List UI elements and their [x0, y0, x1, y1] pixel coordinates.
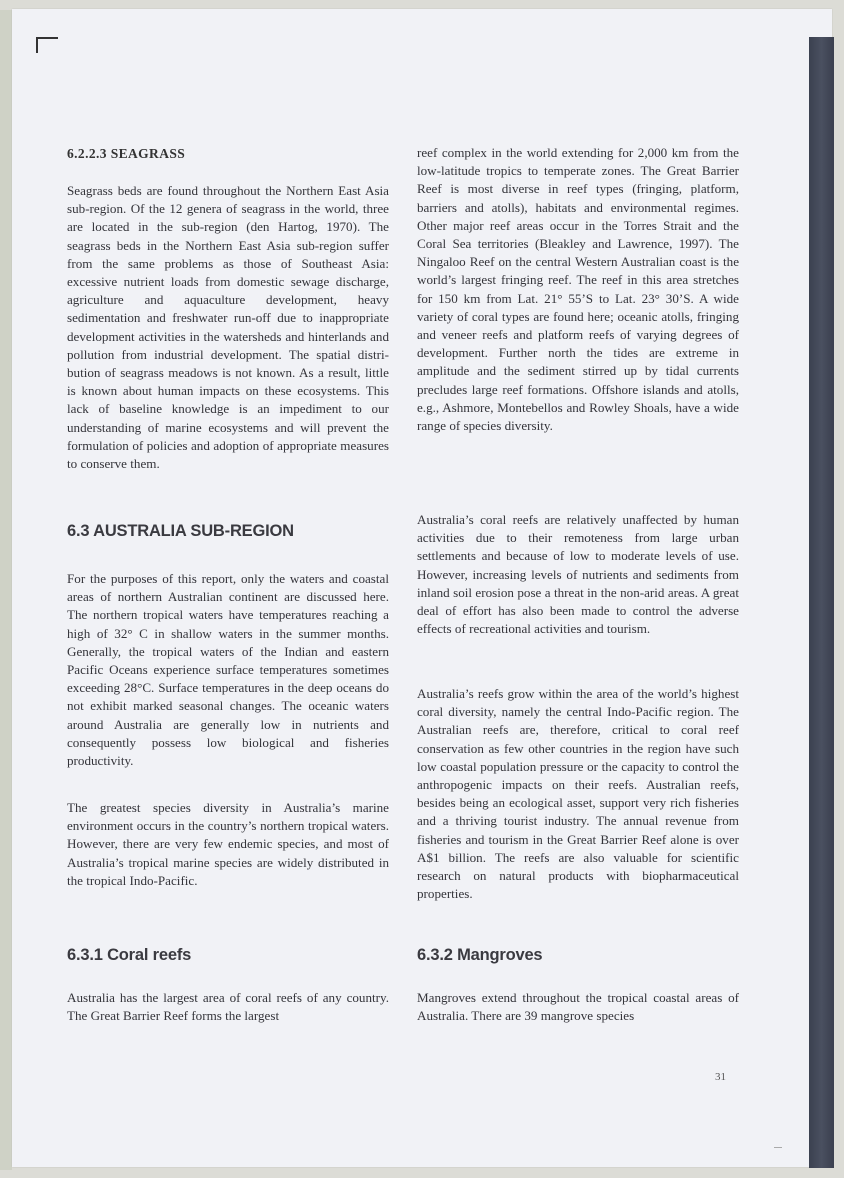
- mangroves-paragraph-start: Mangroves extend throughout the tropical coastal areas of Australia. There are 39 mangrove species: [417, 990, 739, 1024]
- coral-reefs-heading: 6.3.1 Coral reefs: [67, 946, 192, 964]
- seagrass-heading: 6.2.2.3 SEAGRASS: [67, 146, 186, 161]
- coral-reefs-paragraph-2: Australia’s coral reefs are relatively unaffected by human activities due to their remoteness from large urban settlements and because of low to moderate levels of use. However, increasing levels of nutrients and sediments from inland soil erosion pose a threat in the non-arid areas. A great deal of effort has also been made to control the adverse effects of recreational activities and tourism.: [417, 512, 739, 637]
- australia-section-heading: 6.3 AUSTRALIA SUB-REGION: [67, 522, 294, 540]
- seagrass-paragraph: Seagrass beds are found throughout the Northern East Asia sub-region. Of the 12 genera of seagrass in the world, three are located in the sub-region (den Hartog, 1970). The seagrass beds in the Northern East Asia sub-region suffer from the same problems as those of Southeast Asia: excessive nutrient loads from domestic sewage discharge, agriculture and aquaculture development, heavy sedimentation and freshwater run-off due to inappropriate development activities in the watersheds and hinterlands and pollution from industrial development. The spatial distribution of seagrass meadows is not known. As a result, little is known about human impacts on these ecosystems. This lack of baseline knowledge is an impediment to our understanding of marine ecosystems and will prevent the formulation of policies and adoption of appropriate measures to conserve them.: [67, 183, 389, 472]
- coral-reefs-paragraph-start: Australia has the largest area of coral reefs of any country. The Great Barrier Reef forms the largest: [67, 990, 389, 1024]
- australia-paragraph-2: The greatest species diversity in Australia’s marine environment occurs in the country’s northern tropical waters. However, there are very few endemic species, and most of Australia’s tropical marine species are widely distributed in the tropical Indo-Pacific.: [67, 800, 389, 888]
- scan-mark: [774, 1147, 782, 1148]
- page-edge-strip: [809, 37, 834, 1168]
- coral-reefs-paragraph-cont: reef complex in the world extending for 2,000 km from the low-latitude tropics to temperate zones. The Great Barrier Reef is most diverse in reef types (fringing, platform, barriers and atolls), habitats and environmental regimes. Other major reef areas occur in the Torres Strait and the Coral Sea territories (Bleakley and Lawrence, 1997). The Ningaloo Reef on the central Western Australian coast is the world’s largest fringing reef. The reef in this area stretches for 150 km from Lat. 21° 55’S to Lat. 23° 30’S. A wide variety of coral types are found here; oceanic atolls, fringing and veneer reefs and platform reefs of varying degrees of development. Further north the tides are extreme in amplitude and the sediment stirred up by tidal currents precludes large reef formations. Offshore islands and atolls, e.g., Ashmore, Montebellos and Rowley Shoals, have a wide range of species diversity.: [417, 145, 739, 434]
- australia-paragraph-1: For the purposes of this report, only the waters and coastal areas of northern Australian continent are discussed here. The northern tropical waters have temperatures reaching a high of 32° C in shallow waters in the summer months. Generally, the tropical waters of the Indian and eastern Pacific Oceans experience surface temperatures sometimes exceeding 28°C. Surface temperatures in the deep oceans do not exhibit marked seasonal changes. The oceanic waters around Australia are generally low in nutrients and consequently possess low biological and fisheries productivity.: [67, 571, 389, 769]
- document-page: [12, 9, 832, 1167]
- page-number: 31: [715, 1071, 726, 1083]
- scan-left-edge: [0, 10, 12, 1170]
- crop-corner-mark: [36, 37, 58, 53]
- coral-reefs-paragraph-3: Australia’s reefs grow within the area of the world’s highest coral diversity, namely the central Indo-Pacific region. The Australian reefs are, therefore, critical to coral reef conservation as few other countries in the region have such low coastal population pressure or the capacity to control the anthropogenic impacts on their reefs. Australian reefs, besides being an ecological asset, support very rich fisheries and a thriving tourist industry. The annual revenue from fisheries and tourism in the Great Barrier Reef alone is over A$1 billion. The reefs are also valuable for scientific research on natural products with biopharmaceutical properties.: [417, 686, 739, 902]
- mangroves-heading: 6.3.2 Mangroves: [417, 946, 543, 964]
